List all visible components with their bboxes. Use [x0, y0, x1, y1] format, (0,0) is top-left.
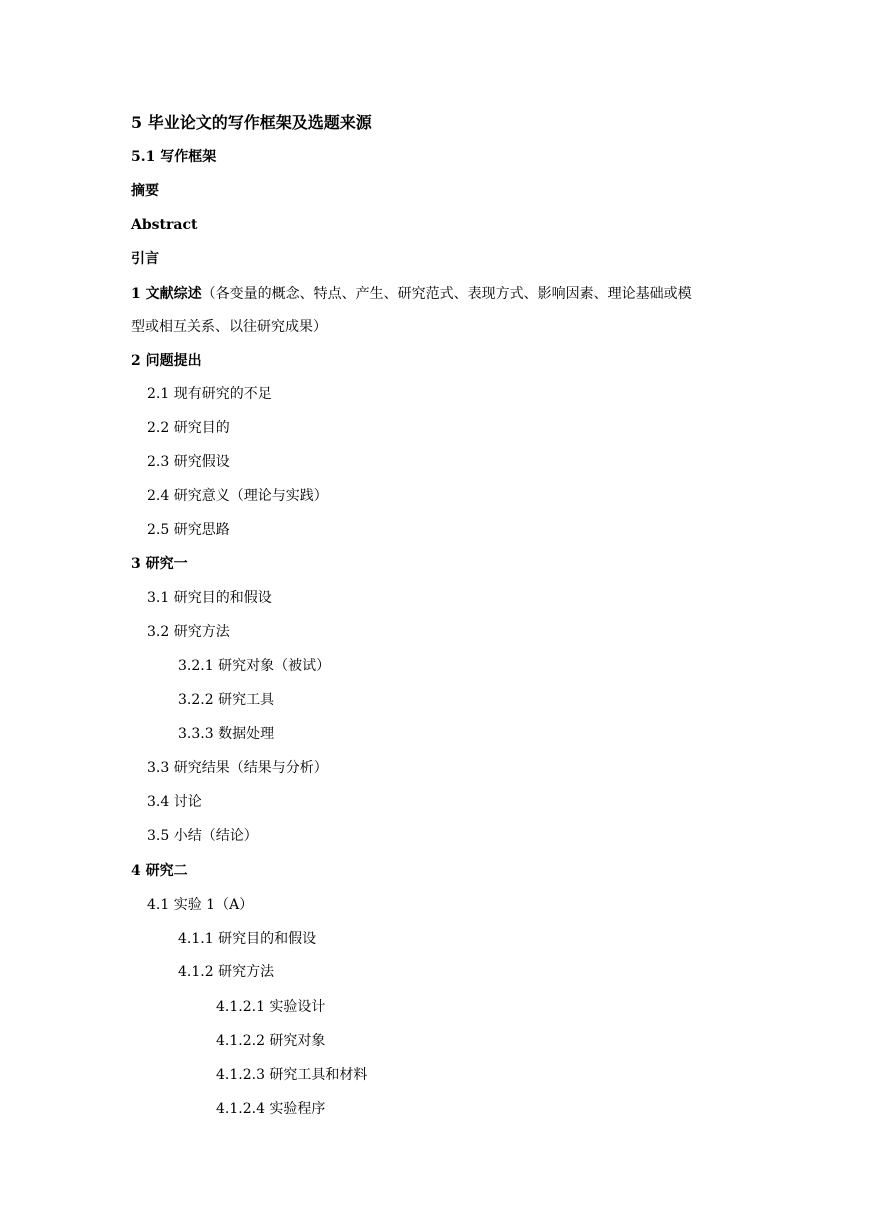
- outline-item-introduction: 引言: [131, 251, 159, 267]
- outline-item-3-5: 3.5 小结（结论）: [147, 828, 258, 844]
- outline-item-abstract-en: Abstract: [131, 217, 198, 233]
- outline-item-2-4: 2.4 研究意义（理论与实践）: [147, 488, 328, 504]
- outline-item-4-1-2-4: 4.1.2.4 实验程序: [216, 1101, 326, 1117]
- outline-item-literature-review: [131, 285, 692, 303]
- outline-item-4-1: 4.1 实验 1（A）: [147, 897, 254, 913]
- outline-item-4-1-2: 4.1.2 研究方法: [178, 964, 275, 980]
- outline-item-2-5: 2.5 研究思路: [147, 522, 230, 538]
- outline-item-4-1-2-3: 4.1.2.3 研究工具和材料: [216, 1067, 368, 1083]
- outline-item-abstract-cn: 摘要: [131, 183, 159, 199]
- outline-item-3-3: 3.3 研究结果（结果与分析）: [147, 760, 328, 776]
- outline-item-3-4: 3.4 讨论: [147, 794, 202, 810]
- outline-item-study-one: 3 研究一: [131, 556, 188, 572]
- outline-item-3-2: 3.2 研究方法: [147, 624, 230, 640]
- literature-review-detail: （各变量的概念、特点、产生、研究范式、表现方式、影响因素、理论基础或模: [201, 286, 692, 302]
- literature-review-detail-continued: 型或相互关系、以往研究成果）: [131, 319, 327, 335]
- outline-item-3-1: 3.1 研究目的和假设: [147, 590, 272, 606]
- outline-item-problem: 2 问题提出: [131, 353, 202, 369]
- subsection-heading: 5.1 写作框架: [131, 149, 217, 165]
- literature-review-title: 1 文献综述: [131, 286, 202, 302]
- outline-item-3-2-2: 3.2.2 研究工具: [178, 692, 275, 708]
- outline-item-study-two: 4 研究二: [131, 863, 188, 879]
- outline-item-2-2: 2.2 研究目的: [147, 420, 230, 436]
- outline-item-2-3: 2.3 研究假设: [147, 454, 230, 470]
- outline-item-4-1-1: 4.1.1 研究目的和假设: [178, 931, 317, 947]
- section-heading: 5 毕业论文的写作框架及选题来源: [131, 113, 372, 132]
- outline-item-2-1: 2.1 现有研究的不足: [147, 386, 272, 402]
- outline-item-4-1-2-1: 4.1.2.1 实验设计: [216, 999, 326, 1015]
- outline-item-3-2-1: 3.2.1 研究对象（被试）: [178, 658, 331, 674]
- outline-item-3-3-3: 3.3.3 数据处理: [178, 726, 275, 742]
- outline-item-4-1-2-2: 4.1.2.2 研究对象: [216, 1033, 326, 1049]
